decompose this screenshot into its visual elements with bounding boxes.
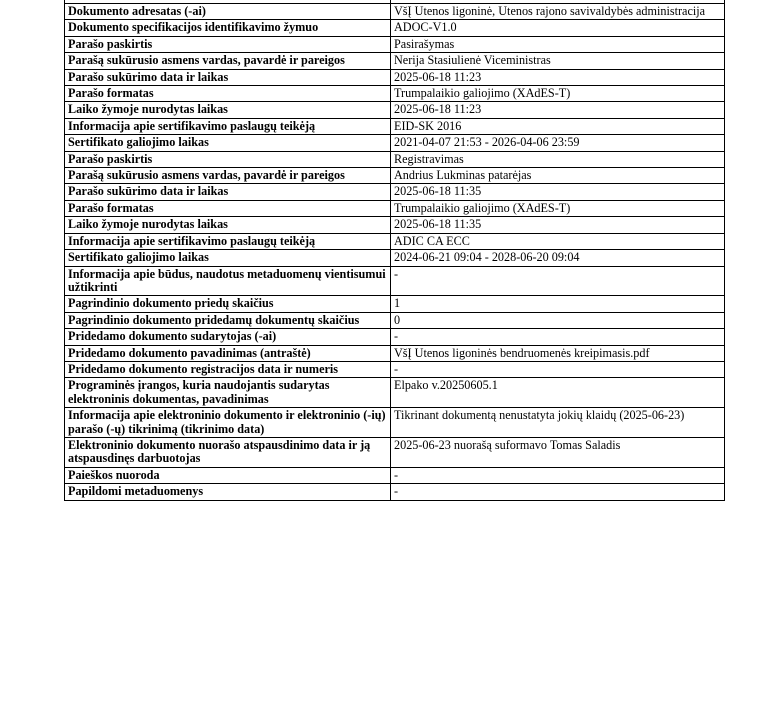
table-row xyxy=(65,345,725,361)
metadata-label: Parašo formatas xyxy=(65,200,391,216)
metadata-value: 1 xyxy=(391,296,725,312)
table-row xyxy=(65,151,725,167)
metadata-label: Laiko žymoje nurodytas laikas xyxy=(65,217,391,233)
metadata-label: Parašą sukūrusio asmens vardas, pavardė ir pareigos xyxy=(65,168,391,184)
metadata-value: ADIC CA ECC xyxy=(391,233,725,249)
table-row xyxy=(65,53,725,69)
metadata-value: Nerija Stasiulienė Viceministras xyxy=(391,53,725,69)
table-row xyxy=(65,296,725,312)
metadata-value: Andrius Lukminas patarėjas xyxy=(391,168,725,184)
metadata-value: - xyxy=(391,329,725,345)
table-row xyxy=(65,118,725,134)
metadata-label: Informacija apie sertifikavimo paslaugų teikėją xyxy=(65,233,391,249)
metadata-label: Dokumento specifikacijos identifikavimo žymuo xyxy=(65,20,391,36)
table-row xyxy=(65,250,725,266)
table-row xyxy=(65,266,725,296)
table-row xyxy=(65,135,725,151)
metadata-value: - xyxy=(391,361,725,377)
metadata-label: Sertifikato galiojimo laikas xyxy=(65,135,391,151)
metadata-label: Informacija apie elektroninio dokumento ir elektroninio (-ių) parašo (-ų) tikrinimą (tikrinimo data) xyxy=(65,408,391,438)
metadata-value: 2025-06-18 11:35 xyxy=(391,184,725,200)
metadata-label: Papildomi metaduomenys xyxy=(65,484,391,500)
metadata-table-body xyxy=(65,0,725,500)
metadata-value: 2025-06-18 11:35 xyxy=(391,217,725,233)
metadata-value: Elpako v.20250605.1 xyxy=(391,378,725,408)
metadata-value: Registravimas xyxy=(391,151,725,167)
table-row xyxy=(65,484,725,500)
metadata-value: Trumpalaikio galiojimo (XAdES-T) xyxy=(391,200,725,216)
table-row xyxy=(65,102,725,118)
metadata-value: 2025-06-23 nuorašą suformavo Tomas Saladis xyxy=(391,437,725,467)
metadata-value: VšĮ Utenos ligoninė, Utenos rajono savivaldybės administracija xyxy=(391,4,725,20)
metadata-value: VšĮ Utenos ligoninės bendruomenės kreipimasis.pdf xyxy=(391,345,725,361)
metadata-label: Laiko žymoje nurodytas laikas xyxy=(65,102,391,118)
metadata-label: Dokumento adresatas (-ai) xyxy=(65,4,391,20)
metadata-label: Elektroninio dokumento nuorašo atspausdinimo data ir ją atspausdinęs darbuotojas xyxy=(65,437,391,467)
table-row xyxy=(65,200,725,216)
table-row xyxy=(65,217,725,233)
table-row xyxy=(65,4,725,20)
table-row xyxy=(65,184,725,200)
metadata-label: Parašo sukūrimo data ir laikas xyxy=(65,184,391,200)
metadata-label: Programinės įrangos, kuria naudojantis sudarytas elektroninis dokumentas, pavadinimas xyxy=(65,378,391,408)
table-row xyxy=(65,36,725,52)
metadata-label: Parašo sukūrimo data ir laikas xyxy=(65,69,391,85)
metadata-label: Parašo formatas xyxy=(65,86,391,102)
metadata-value: - xyxy=(391,266,725,296)
table-row xyxy=(65,378,725,408)
table-row xyxy=(65,437,725,467)
metadata-value: 2021-04-07 21:53 - 2026-04-06 23:59 xyxy=(391,135,725,151)
metadata-table xyxy=(64,0,725,501)
table-row xyxy=(65,233,725,249)
table-row xyxy=(65,408,725,438)
metadata-value: 2025-06-18 11:23 xyxy=(391,102,725,118)
metadata-label: Paieškos nuoroda xyxy=(65,467,391,483)
table-row xyxy=(65,361,725,377)
metadata-label: Sertifikato galiojimo laikas xyxy=(65,250,391,266)
table-row xyxy=(65,86,725,102)
table-row xyxy=(65,467,725,483)
metadata-value: 2025-06-18 11:23 xyxy=(391,69,725,85)
metadata-value: 2024-06-21 09:04 - 2028-06-20 09:04 xyxy=(391,250,725,266)
metadata-label: Pagrindinio dokumento pridedamų dokumentų skaičius xyxy=(65,312,391,328)
metadata-label: Parašo paskirtis xyxy=(65,36,391,52)
metadata-label: Pridedamo dokumento pavadinimas (antraštė) xyxy=(65,345,391,361)
metadata-value: Pasirašymas xyxy=(391,36,725,52)
metadata-value: - xyxy=(391,484,725,500)
metadata-label: Informacija apie būdus, naudotus metaduomenų vientisumui užtikrinti xyxy=(65,266,391,296)
metadata-sheet xyxy=(64,0,725,501)
metadata-value: Trumpalaikio galiojimo (XAdES-T) xyxy=(391,86,725,102)
table-row xyxy=(65,312,725,328)
metadata-label: Pridedamo dokumento registracijos data ir numeris xyxy=(65,361,391,377)
table-row xyxy=(65,69,725,85)
metadata-value: ADOC-V1.0 xyxy=(391,20,725,36)
metadata-value: Tikrinant dokumentą nenustatyta jokių klaidų (2025-06-23) xyxy=(391,408,725,438)
table-row xyxy=(65,329,725,345)
metadata-value: 0 xyxy=(391,312,725,328)
metadata-value: - xyxy=(391,467,725,483)
metadata-label: Pridedamo dokumento sudarytojas (-ai) xyxy=(65,329,391,345)
table-row xyxy=(65,168,725,184)
metadata-label: Parašo paskirtis xyxy=(65,151,391,167)
metadata-label: Pagrindinio dokumento priedų skaičius xyxy=(65,296,391,312)
metadata-label: Parašą sukūrusio asmens vardas, pavardė ir pareigos xyxy=(65,53,391,69)
metadata-label: Informacija apie sertifikavimo paslaugų teikėją xyxy=(65,118,391,134)
metadata-value: EID-SK 2016 xyxy=(391,118,725,134)
table-row xyxy=(65,20,725,36)
